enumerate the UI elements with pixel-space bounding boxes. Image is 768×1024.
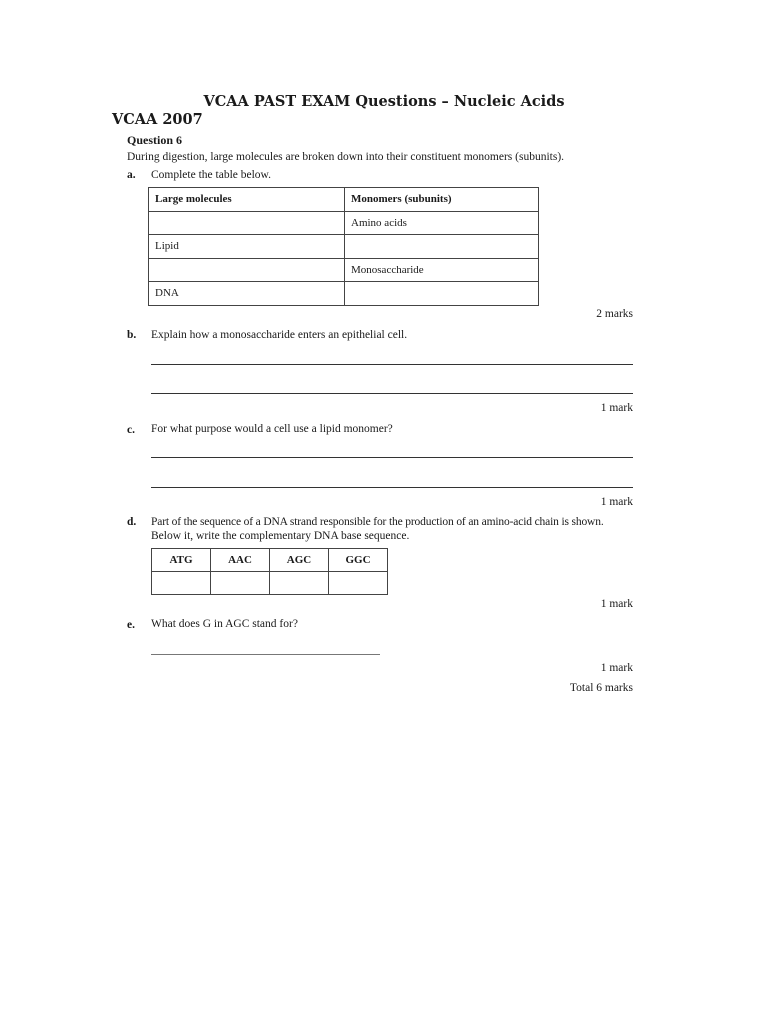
answer-line[interactable] — [151, 654, 380, 655]
part-c-letter: c. — [127, 424, 135, 436]
table-row — [149, 211, 539, 235]
part-e-letter: e. — [127, 619, 135, 631]
part-b-letter: b. — [127, 329, 137, 341]
table-cell[interactable] — [345, 235, 539, 259]
part-e-prompt: What does G in AGC stand for? — [151, 618, 298, 630]
table-cell: Lipid — [149, 235, 345, 259]
table-cell: Monosaccharide — [345, 258, 539, 282]
sequence-row — [152, 549, 388, 572]
question-number: Question 6 — [127, 133, 183, 147]
answer-cell[interactable] — [329, 572, 388, 595]
table-cell[interactable] — [149, 211, 345, 235]
table-row — [149, 258, 539, 282]
answer-cell[interactable] — [152, 572, 211, 595]
part-a-letter: a. — [127, 169, 136, 181]
base-triplet: GGC — [329, 549, 388, 572]
page-title: VCAA PAST EXAM Questions – Nucleic Acids — [203, 93, 565, 110]
part-c-prompt: For what purpose would a cell use a lipid monomer? — [151, 423, 393, 435]
exam-year: VCAA 2007 — [112, 111, 203, 128]
part-d-marks: 1 mark — [600, 598, 633, 610]
part-c-marks: 1 mark — [600, 496, 633, 508]
total-marks: Total 6 marks — [569, 682, 633, 694]
base-triplet: ATG — [152, 549, 211, 572]
answer-line[interactable] — [151, 364, 633, 365]
dna-sequence-table — [151, 548, 388, 595]
table-cell[interactable] — [149, 258, 345, 282]
answer-row — [152, 572, 388, 595]
table-header-cell: Monomers (subunits) — [345, 188, 539, 212]
table-row — [149, 282, 539, 306]
table-header-cell: Large molecules — [149, 188, 345, 212]
table-header-row — [149, 188, 539, 212]
part-a-prompt: Complete the table below. — [151, 169, 271, 181]
table-row — [149, 235, 539, 259]
question-intro: During digestion, large molecules are broken down into their constituent monomers (subunits). — [127, 151, 565, 163]
part-b-prompt: Explain how a monosaccharide enters an epithelial cell. — [151, 329, 408, 341]
answer-line[interactable] — [151, 457, 633, 458]
part-e-marks: 1 mark — [600, 662, 633, 674]
table-cell: Amino acids — [345, 211, 539, 235]
part-a-marks: 2 marks — [596, 308, 633, 320]
table-cell: DNA — [149, 282, 345, 306]
part-d-prompt-line1: Part of the sequence of a DNA strand responsible for the production of an amino-acid chain is shown. — [151, 516, 604, 528]
part-d-prompt-line2: Below it, write the complementary DNA base sequence. — [151, 530, 410, 542]
table-cell[interactable] — [345, 282, 539, 306]
answer-line[interactable] — [151, 393, 633, 394]
base-triplet: AGC — [270, 549, 329, 572]
molecules-table — [148, 187, 539, 306]
answer-line[interactable] — [151, 487, 633, 488]
answer-cell[interactable] — [270, 572, 329, 595]
answer-cell[interactable] — [211, 572, 270, 595]
base-triplet: AAC — [211, 549, 270, 572]
part-b-marks: 1 mark — [600, 402, 633, 414]
part-d-letter: d. — [127, 516, 137, 528]
